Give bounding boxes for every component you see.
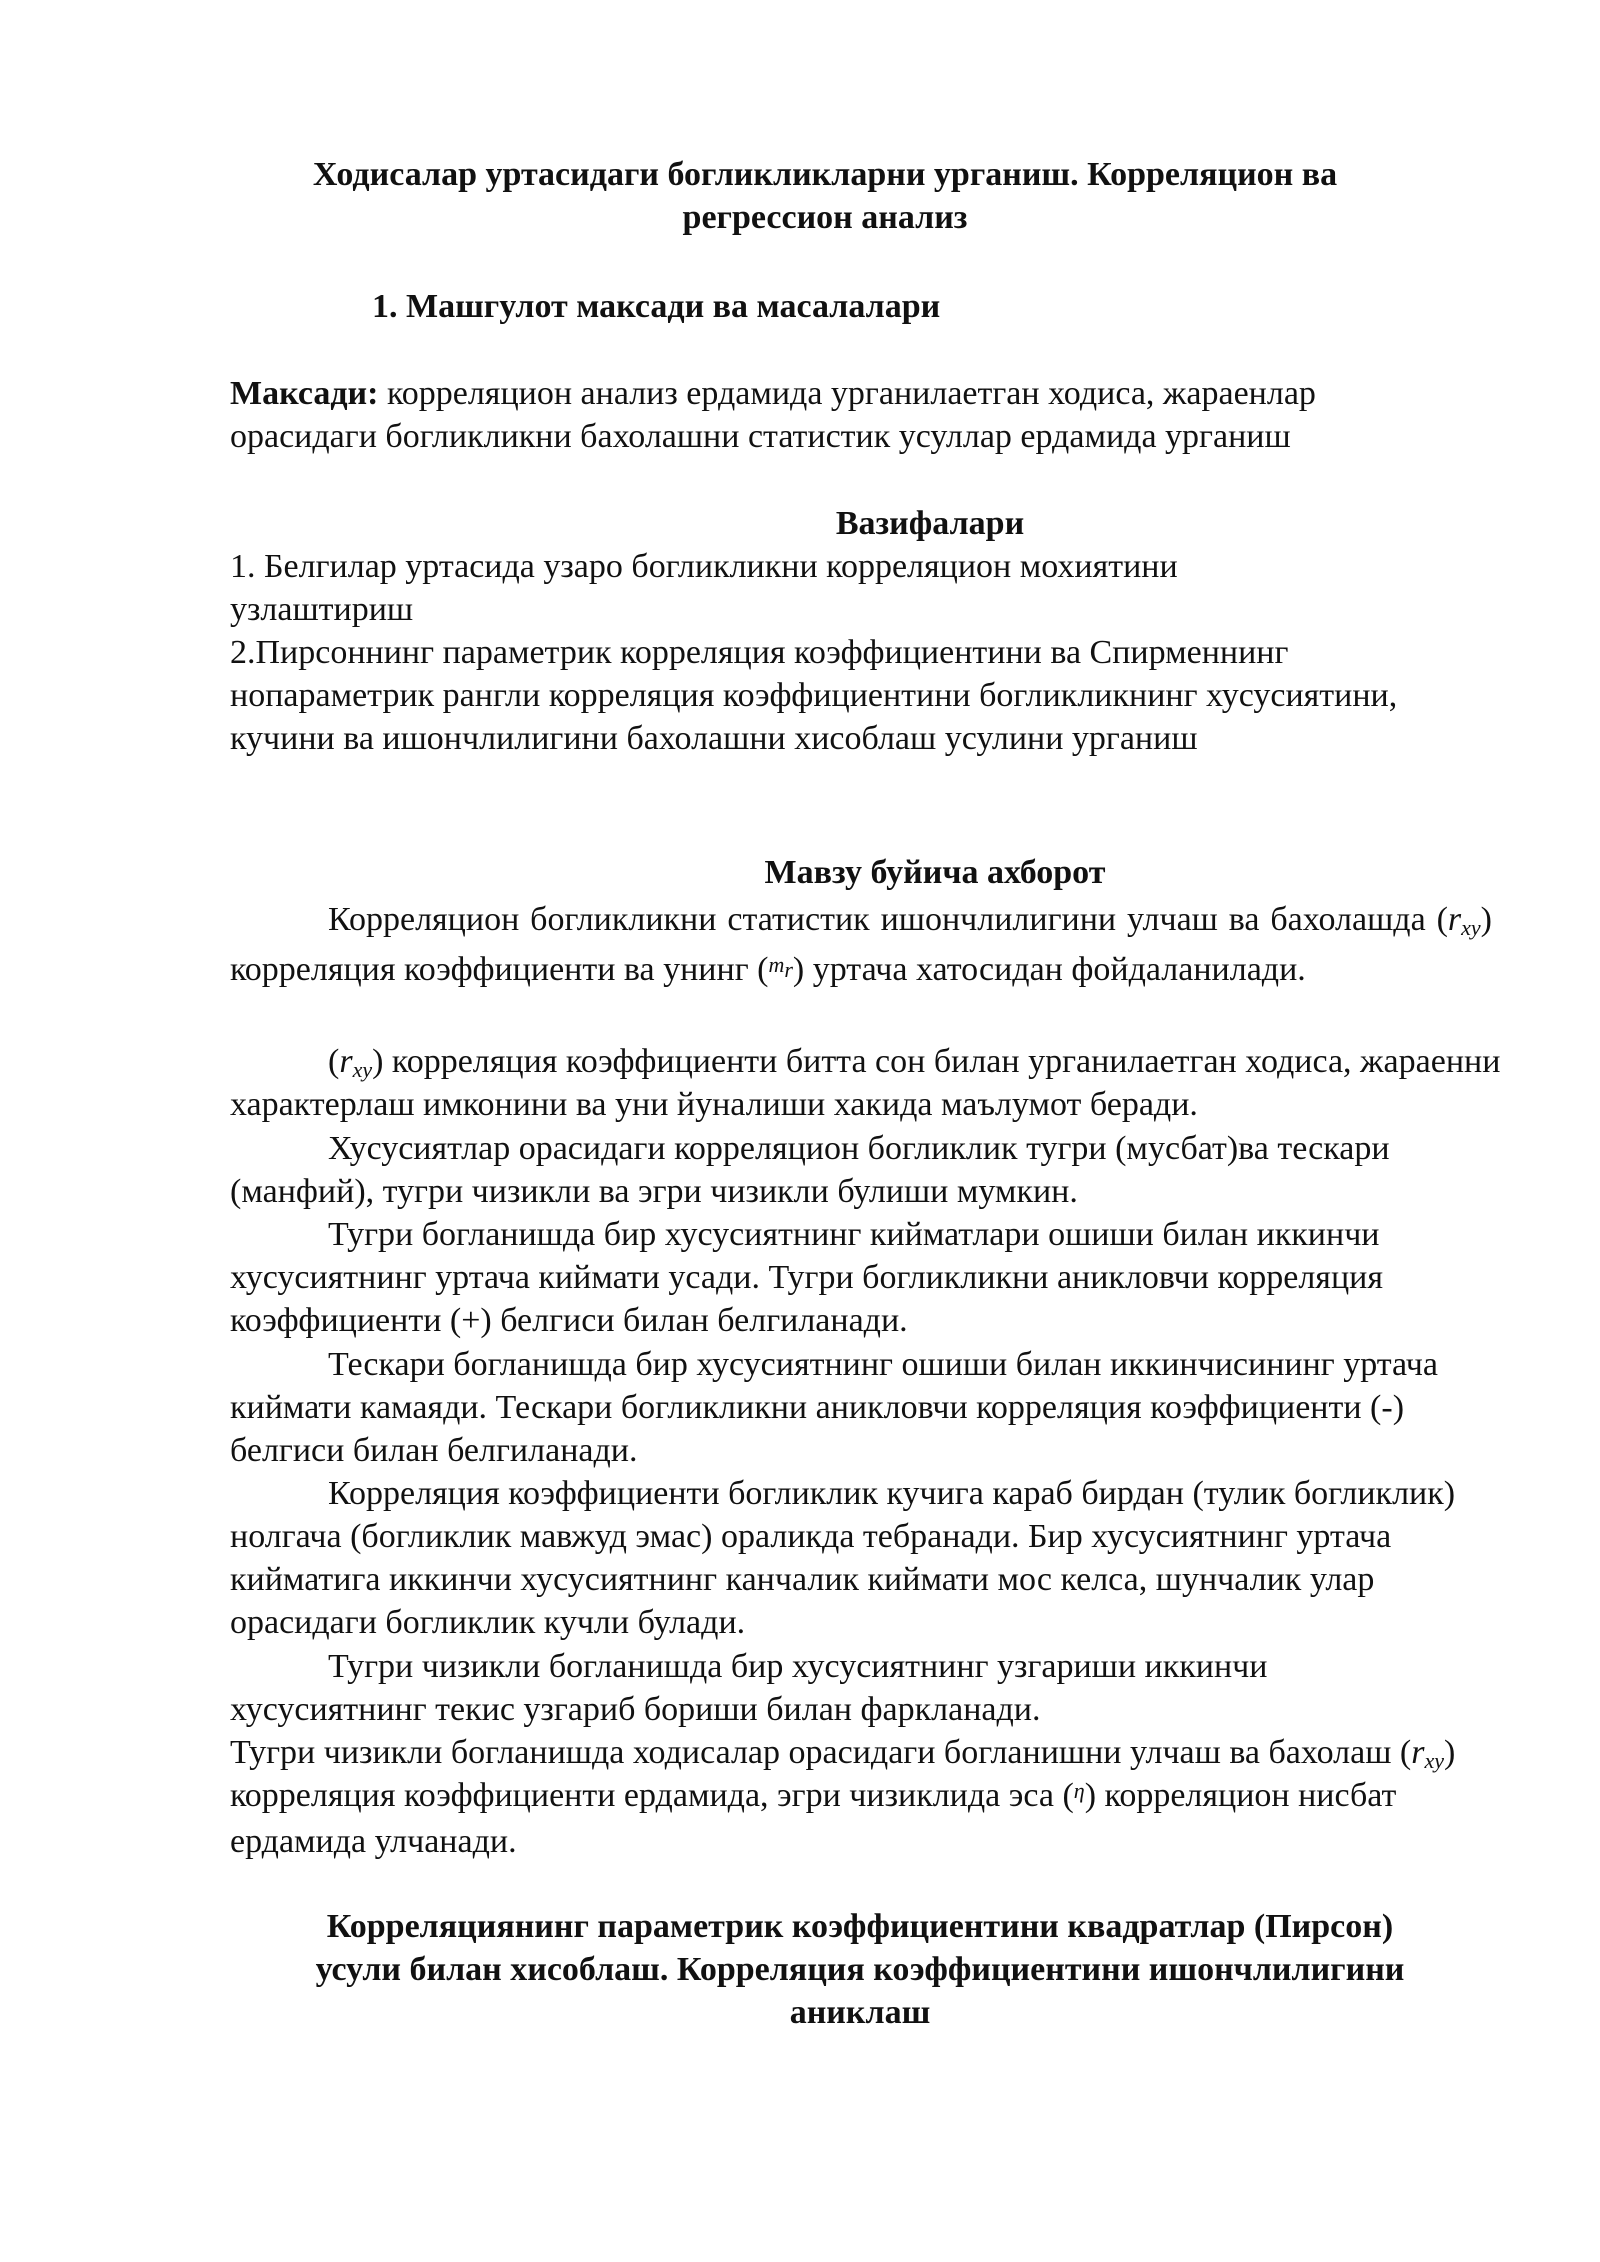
paragraph-4: Тугри богланишда бир хусусиятнинг кийматлари ошиши билан иккинчи хусусиятнинг уртача киймати усади. Тугри богликликни аникловчи корреляция коэффициенти (+) белгиси билан белгиланади. — [230, 1216, 1383, 1339]
final-heading-line-3: аниклаш — [789, 1994, 931, 2031]
task-1: 1. Белгилар уртасида узаро богликликни корреляцион мохиятини узлаштириш — [230, 548, 1178, 628]
section-heading: 1. Машгулот максади ва масалалари — [372, 288, 941, 325]
page-title — [230, 153, 1420, 239]
final-heading-line-2: усули билан хисоблаш. Корреляция коэффициентини ишончлилигини — [315, 1951, 1405, 1988]
paragraph-6: Корреляция коэффициенти богликлик кучига караб бирдан (тулик богликлик) нолгача (богликлик мавжуд эмас) ораликда тебранади. Бир хусусиятнинг уртача кийматига иккинчи хусусиятнинг канчалик киймати мос келса, шунчалик улар орасидаги богликлик кучли булади. — [230, 1475, 1456, 1641]
goal-text-2: орасидаги богликликни бахолашни статистик усуллар ердамида урганиш — [230, 418, 1291, 455]
mr-symbol: mr — [768, 952, 793, 982]
title-line-2: регрессион анализ — [682, 199, 968, 236]
goal-label: Максади: — [230, 375, 379, 412]
paragraph-7: Тугри чизикли богланишда бир хусусиятнинг узгариши иккинчи хусусиятнинг текис узгариб бориши билан фаркланади. — [230, 1648, 1268, 1728]
tasks-heading-text: Вазифалари — [835, 505, 1025, 542]
info-heading-text: Мавзу буйича ахборот — [764, 854, 1106, 891]
final-heading-line-1: Корреляциянинг параметрик коэффициентини квадратлар (Пирсон) — [326, 1908, 1394, 1945]
goal-text-1: корреляцион анализ ердамида урганилаетган ходиса, жараенлар — [378, 375, 1316, 412]
info-heading — [230, 851, 1600, 894]
paragraph-2: $(r_{xy})$ корреляция коэффициенти битта сон билан урганилаетган ходиса, жараенни характерлаш имконини ва уни йуналиши хакида маълумот беради. — [230, 1043, 1501, 1123]
paragraph-8: Тугри чизикли богланишда ходисалар орасидаги богланишни улчаш ва бахолаш $(r_{xy})$ корреляция коэффициенти ердамида, эгри чизиклида эса ($^\eta$) корреляцион нисбат ердамида улчанади. — [230, 1734, 1456, 1860]
title-line-1: Ходисалар уртасидаги богликликларни урганиш. Корреляцион ва — [312, 156, 1338, 193]
goal-paragraph — [230, 372, 1500, 458]
eta-symbol: η — [1073, 1778, 1085, 1803]
final-heading — [230, 1905, 1490, 2034]
paragraph-5: Тескари богланишда бир хусусиятнинг ошиши билан иккинчисининг уртача киймати камаяди. Тескари богликликни аникловчи корреляция коэффициенти (-) белгиси билан белгиланади. — [230, 1346, 1438, 1469]
task-2: 2.Пирсоннинг параметрик корреляция коэффициентини ва Спирменнинг нопараметрик рангли корреляция коэффициентини богликликнинг хусусиятини, кучини ва ишончлилигини бахолашни хисоблаш усулини урганиш — [230, 634, 1398, 757]
paragraph-3: Хусусиятлар орасидаги корреляцион богликлик тугри (мусбат)ва тескари (манфий), тугри чизикли ва эгри чизикли булиши мумкин. — [230, 1130, 1390, 1210]
tasks-heading — [230, 502, 1600, 545]
paragraph-1: Корреляцион богликликни статистик ишончлилигини улчаш ва бахолашда $(r_{xy})$ корреляция коэффициенти ва унинг ($^{m_r}$) уртача хатосидан фойдаланилади. — [230, 901, 1492, 988]
